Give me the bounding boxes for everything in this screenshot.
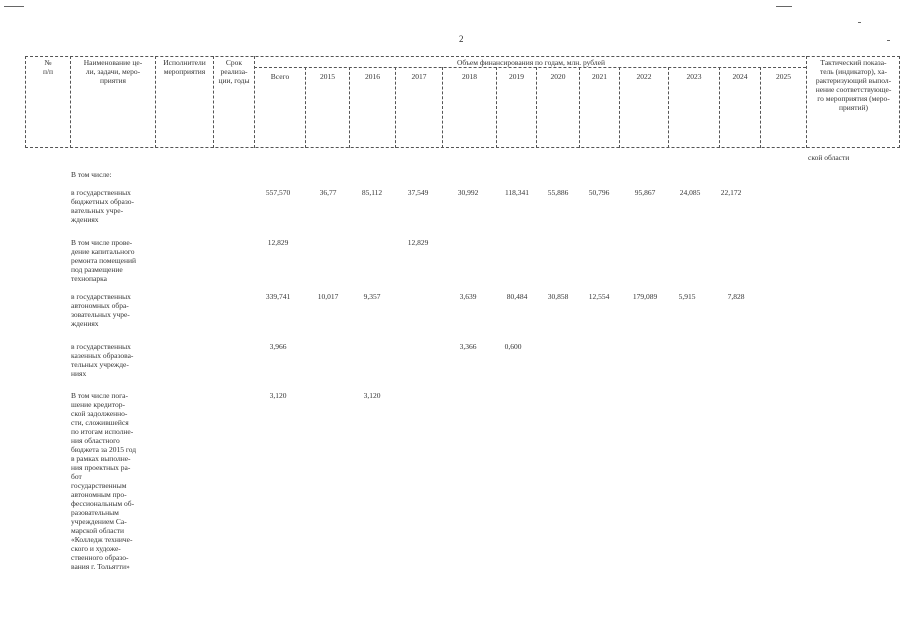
header-year-2015: 2015: [320, 72, 335, 81]
row3-2016: 9,357: [363, 292, 381, 301]
row1-2017: 37,549: [407, 188, 429, 197]
row3-total: 339,741: [265, 292, 291, 301]
row4-2019: 0,600: [504, 342, 522, 351]
row3-2023: 5,915: [678, 292, 696, 301]
header-col-funding: Объем финансирования по годам, млн. рублей: [456, 58, 606, 67]
row4-2018: 3,366: [459, 342, 477, 351]
row-label-autonomous-institutions: в государственных автономных обра- зовательных учре- ждениях: [71, 292, 131, 328]
row1-2018: 30,992: [457, 188, 479, 197]
row3-2024: 7,828: [727, 292, 745, 301]
row2-total: 12,829: [267, 238, 289, 247]
indicator-continuation: ской области: [808, 153, 850, 162]
header-year-2018: 2018: [462, 72, 477, 81]
row3-2019: 80,484: [506, 292, 528, 301]
row1-2023: 24,085: [679, 188, 701, 197]
header-col-indicator: Тактический показа- тель (индикатор), ха- рактеризующий выпол- нение соответствующе- го мероприятия (меро- приятий): [815, 58, 892, 112]
header-year-2019: 2019: [509, 72, 524, 81]
scan-artifact: [4, 6, 24, 7]
row3-2021: 12,554: [588, 292, 610, 301]
header-col-number: № п/п: [42, 58, 54, 76]
scan-artifact: [858, 22, 861, 23]
row5-2016: 3,120: [363, 391, 381, 400]
header-year-2022: 2022: [636, 72, 652, 81]
row-label-capital-repair: В том числе прове- дение капитального ремонта помещений под размещение технопарка: [71, 238, 137, 283]
header-year-2024: 2024: [732, 72, 748, 81]
header-year-2017: 2017: [411, 72, 427, 81]
header-col-term: Срок реализа- ции, годы: [218, 58, 250, 85]
scan-artifact: [776, 6, 792, 7]
row1-2015: 36,77: [319, 188, 337, 197]
header-year-2023: 2023: [686, 72, 702, 81]
row3-2018: 3,639: [459, 292, 477, 301]
header-year-2016: 2016: [365, 72, 380, 81]
row-label-debt-repayment: В том числе пога- шение кредитор- ской задолженно- сти, сложившейся по итогам исполне- ния областного бюджета за 2015 год в рамках выполне- ния проектных ра- бот государственным автономным про- фессиональным об- разовательным учреждением Са- марской области «Колледж техниче- ского и художе- ственного образо- вания г. Тольятти»: [71, 391, 137, 571]
row1-2024: 22,172: [720, 188, 742, 197]
page-number: 2: [459, 34, 464, 44]
row-label-budget-institutions: в государственных бюджетных образо- вательных учре- ждениях: [71, 188, 135, 224]
header-year-2021: 2021: [592, 72, 607, 81]
col-divider: [254, 56, 255, 148]
header-year-2025: 2025: [776, 72, 791, 81]
row1-total: 557,570: [265, 188, 291, 197]
row2-2017: 12,829: [407, 238, 429, 247]
row1-2019: 118,341: [504, 188, 530, 197]
row1-2016: 85,112: [361, 188, 383, 197]
header-year-2020: 2020: [550, 72, 566, 81]
row1-2021: 50,796: [588, 188, 610, 197]
header-col-executors: Исполнители мероприятия: [163, 58, 206, 76]
header-year-total: Всего: [270, 72, 290, 81]
row5-total: 3,120: [269, 391, 287, 400]
row4-total: 3,966: [269, 342, 287, 351]
header-col-name: Наименование це- ли, задачи, меро- приятия: [83, 58, 143, 85]
scan-artifact: [887, 40, 890, 41]
row3-2015: 10,017: [317, 292, 339, 301]
funding-divider: [254, 67, 806, 68]
row1-2020: 55,886: [547, 188, 569, 197]
row3-2022: 179,089: [632, 292, 658, 301]
row-label-in-that-number: В том числе:: [71, 170, 112, 179]
row3-2020: 30,858: [547, 292, 569, 301]
row-label-state-institutions: в государственных казенных образова- тельных учрежде- ниях: [71, 342, 134, 378]
row1-2022: 95,867: [634, 188, 656, 197]
